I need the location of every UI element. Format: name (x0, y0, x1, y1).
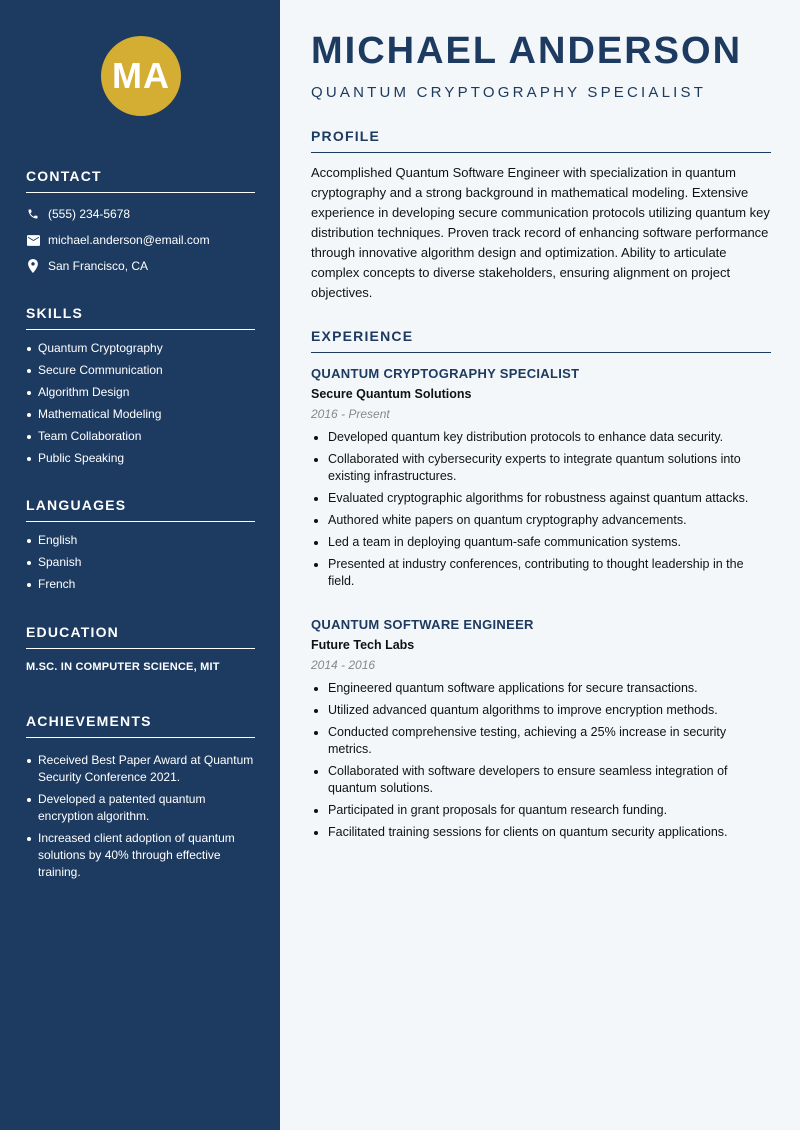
job-bullets (311, 429, 771, 590)
achievements-section (26, 713, 255, 886)
company-name: Future Tech Labs (311, 638, 415, 652)
list-item: Mathematical Modeling (26, 406, 255, 423)
email-icon (26, 233, 40, 247)
list-item: Led a team in deploying quantum-safe communication systems. (311, 534, 771, 551)
list-item: Developed a patented quantum encryption algorithm. (26, 791, 255, 825)
sidebar (0, 0, 280, 1130)
contact-section (26, 168, 255, 275)
phone-icon (26, 207, 40, 221)
list-item: Algorithm Design (26, 384, 255, 401)
main-content (280, 0, 800, 1130)
skills-section (26, 305, 255, 472)
list-item: Secure Communication (26, 362, 255, 379)
achievements-list (26, 752, 255, 881)
company-name: Secure Quantum Solutions (311, 387, 472, 401)
job-title: QUANTUM SOFTWARE ENGINEER (311, 617, 534, 632)
list-item: English (26, 532, 255, 549)
list-item: Collaborated with software developers to ensure seamless integration of quantum solutions. (311, 763, 771, 797)
contact-location-row (26, 257, 255, 275)
location-pin-icon (26, 259, 40, 273)
contact-location: San Francisco, CA (48, 259, 149, 273)
job-dates: 2014 - 2016 (311, 658, 376, 672)
profile-text: Accomplished Quantum Software Engineer with specialization in quantum cryptography and a strong background in mathematical modeling. Extensive experience in developing secure communication protocols utilizing quantum key distribution techniques. Proven track record of enhancing software performance through innovative algorithm design and optimization. Ability to articulate complex concepts to diverse stakeholders, ensuring alignment on project objectives. (311, 165, 770, 300)
list-item: Increased client adoption of quantum solutions by 40% through effective training. (26, 830, 255, 881)
education-degree: M.SC. IN COMPUTER SCIENCE, MIT (26, 661, 220, 673)
job-entry (311, 366, 771, 595)
list-item: Received Best Paper Award at Quantum Security Conference 2021. (26, 752, 255, 786)
avatar: MA (101, 36, 181, 116)
list-item: Spanish (26, 554, 255, 571)
contact-email[interactable]: michael.anderson@email.com (48, 233, 210, 247)
contact-email-row (26, 231, 255, 249)
job-title: QUANTUM CRYPTOGRAPHY SPECIALIST (311, 366, 580, 381)
list-item: Facilitated training sessions for clients on quantum security applications. (311, 824, 771, 841)
skills-heading: SKILLS (26, 305, 255, 330)
page-title: MICHAEL ANDERSON (311, 30, 743, 72)
education-section (26, 624, 255, 673)
languages-heading: LANGUAGES (26, 497, 255, 522)
list-item: Conducted comprehensive testing, achieving a 25% increase in security metrics. (311, 724, 771, 758)
list-item: Public Speaking (26, 450, 255, 467)
list-item: Evaluated cryptographic algorithms for robustness against quantum attacks. (311, 490, 771, 507)
experience-heading: EXPERIENCE (311, 328, 771, 353)
achievements-heading: ACHIEVEMENTS (26, 713, 255, 738)
list-item: Engineered quantum software applications for secure transactions. (311, 680, 771, 697)
list-item: French (26, 576, 255, 593)
contact-phone: (555) 234-5678 (48, 207, 131, 221)
job-bullets (311, 680, 771, 841)
list-item: Collaborated with cybersecurity experts to integrate quantum solutions into existing infrastructures. (311, 451, 771, 485)
list-item: Authored white papers on quantum cryptography advancements. (311, 512, 771, 529)
job-entry (311, 617, 771, 846)
profile-heading: PROFILE (311, 128, 771, 153)
education-heading: EDUCATION (26, 624, 255, 649)
list-item: Team Collaboration (26, 428, 255, 445)
list-item: Quantum Cryptography (26, 340, 255, 357)
skills-list (26, 340, 255, 467)
job-role-subtitle: QUANTUM CRYPTOGRAPHY SPECIALIST (311, 84, 707, 101)
contact-phone-row (26, 205, 255, 223)
list-item: Presented at industry conferences, contributing to thought leadership in the field. (311, 556, 771, 590)
languages-section (26, 497, 255, 598)
list-item: Participated in grant proposals for quantum research funding. (311, 802, 771, 819)
list-item: Developed quantum key distribution protocols to enhance data security. (311, 429, 771, 446)
languages-list (26, 532, 255, 593)
list-item: Utilized advanced quantum algorithms to improve encryption methods. (311, 702, 771, 719)
job-dates: 2016 - Present (311, 407, 390, 421)
contact-heading: CONTACT (26, 168, 255, 193)
